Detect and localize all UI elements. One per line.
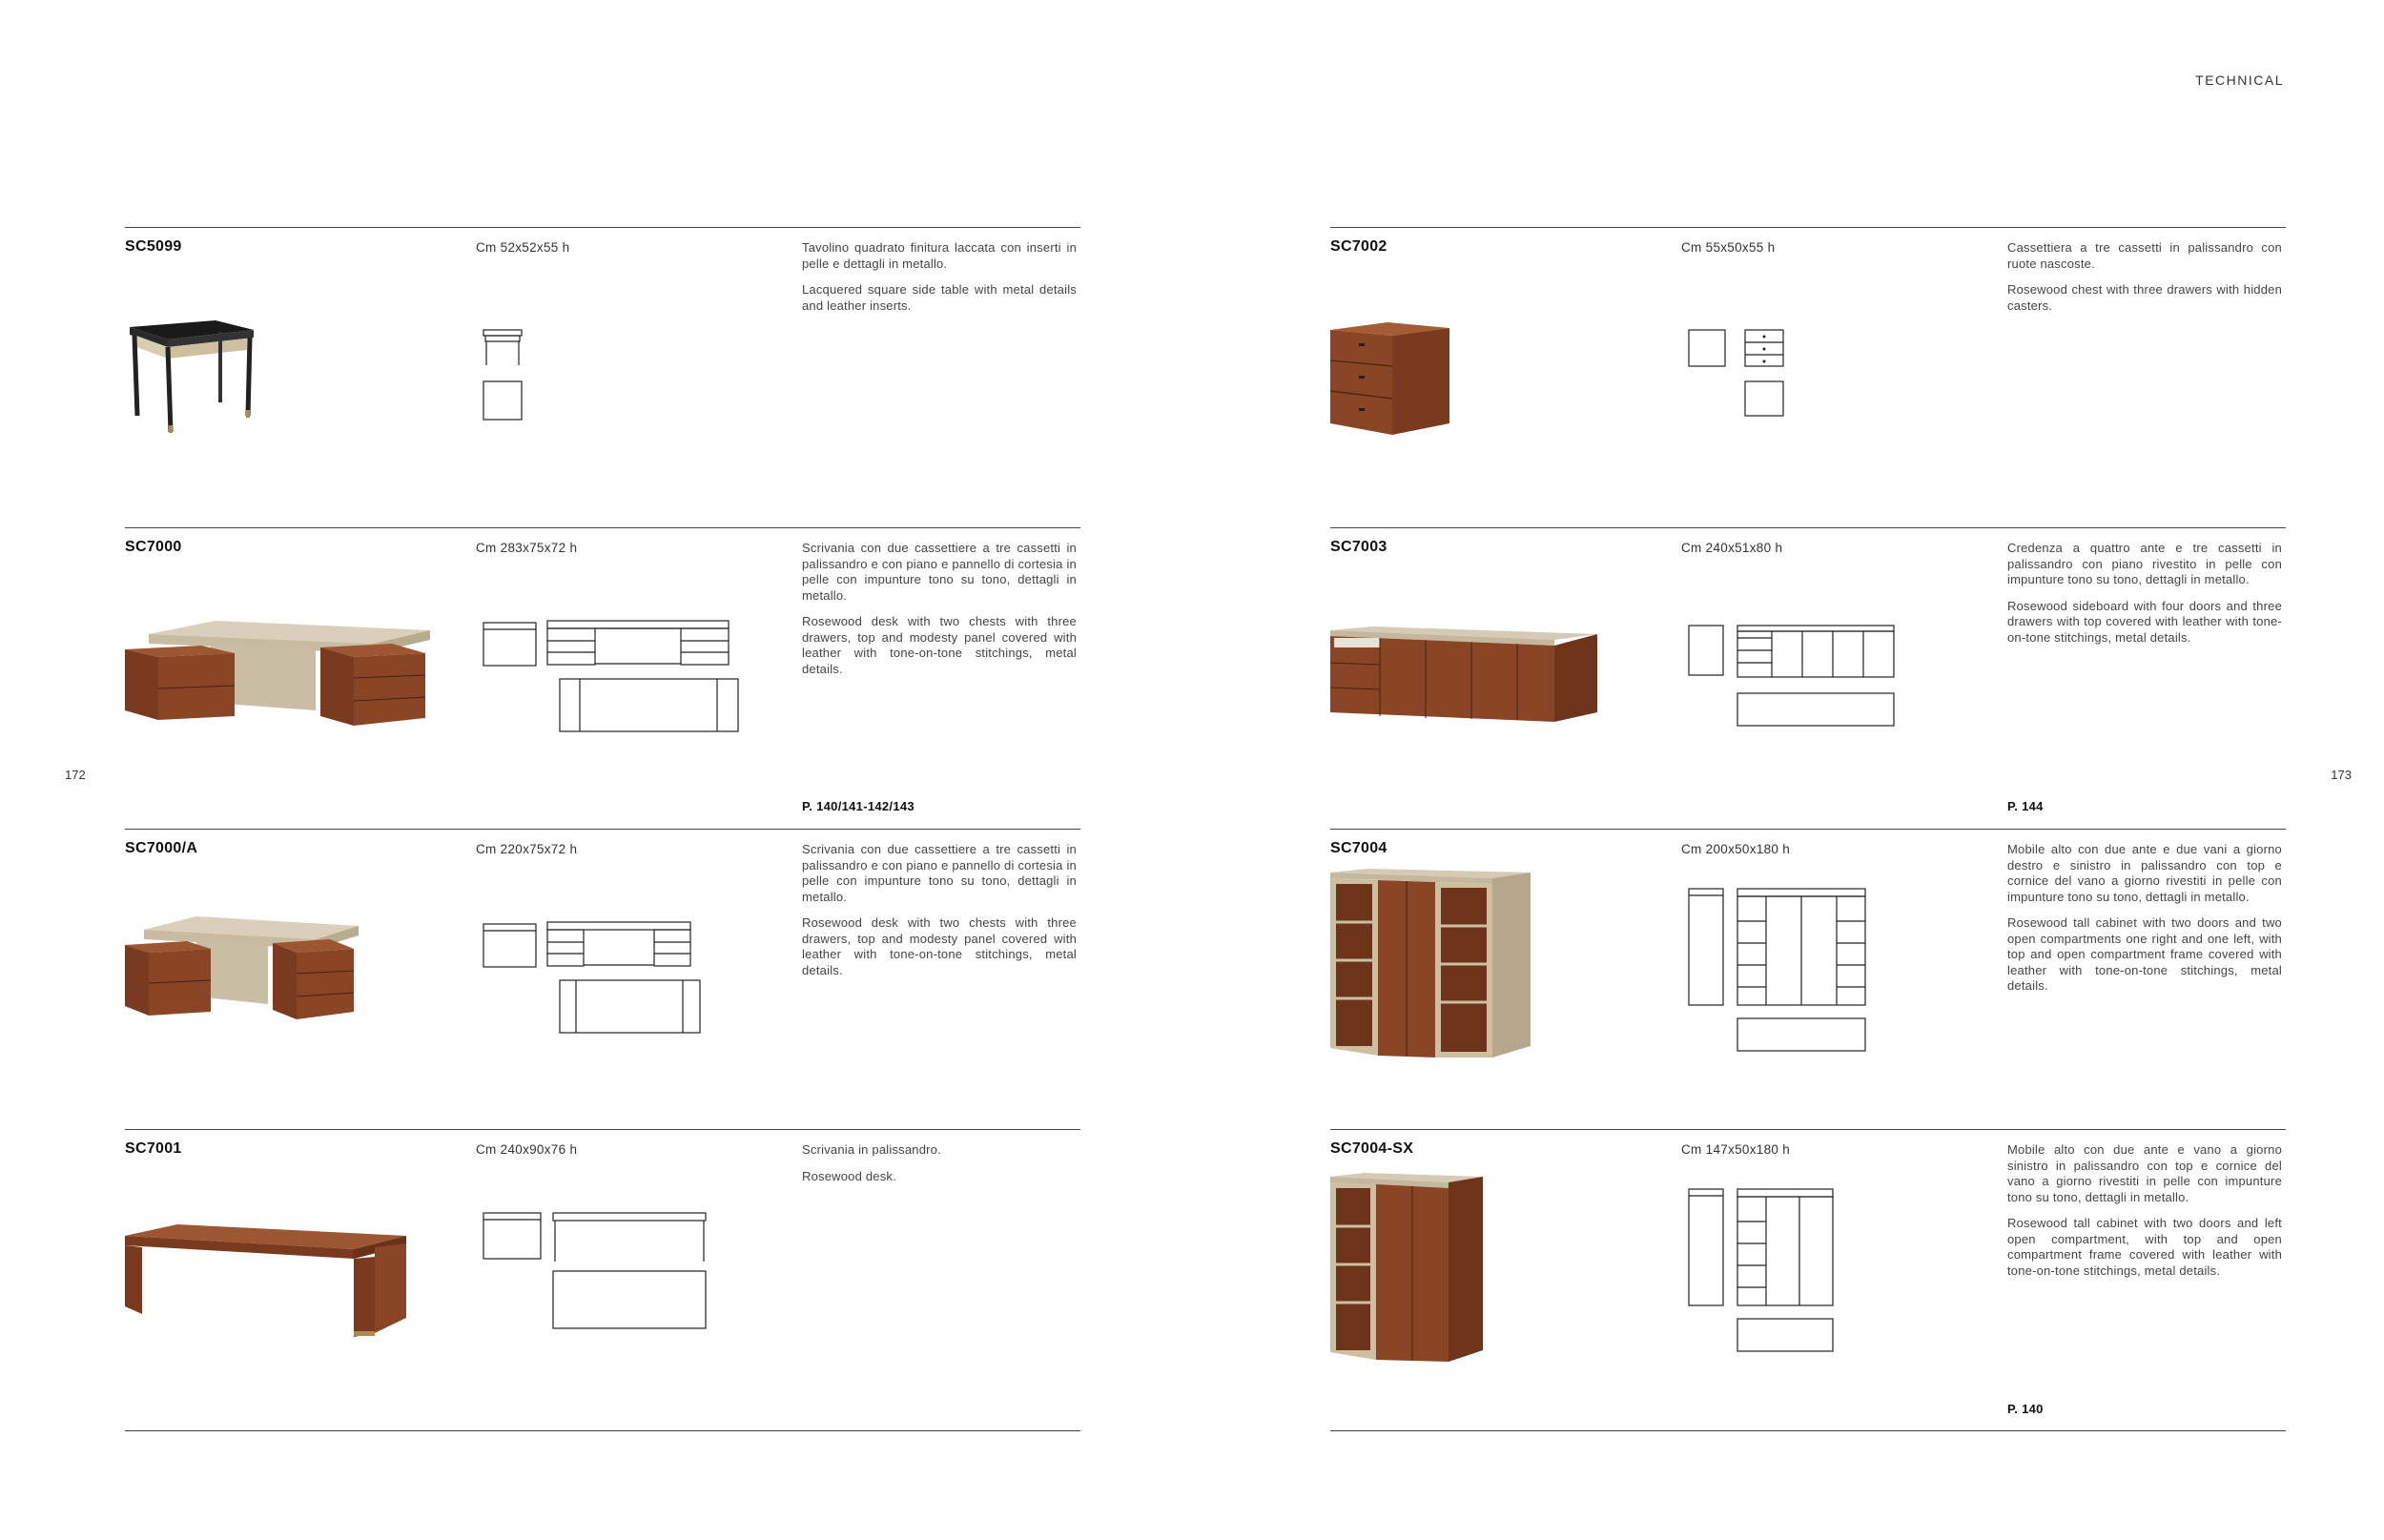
product-dimensions: Cm 52x52x55 h [476, 240, 570, 255]
divider [125, 227, 1080, 228]
description-italian: Tavolino quadrato finitura laccata con inserti in pelle e dettagli in metallo. [802, 240, 1077, 271]
technical-drawing [483, 921, 702, 1040]
divider [1330, 527, 2286, 528]
product-code: SC7004 [1330, 840, 1387, 856]
product-description [802, 240, 1077, 324]
product-dimensions: Cm 220x75x72 h [476, 842, 578, 856]
divider [1330, 227, 2286, 228]
product-entry [125, 831, 1079, 1117]
page-reference: P. 140 [2007, 1402, 2044, 1416]
product-photo [1330, 625, 1607, 749]
divider [1330, 1430, 2286, 1431]
technical-drawing [483, 1212, 721, 1331]
product-entry [1330, 529, 2284, 815]
product-entry [125, 529, 1079, 815]
description-english: Rosewood desk with two chests with three drawers, top and modesty panel covered with leather with tone-on-tone stitchings, metal details. [802, 614, 1077, 676]
product-entry [125, 1131, 1079, 1417]
divider [125, 1430, 1080, 1431]
technical-drawing [1688, 625, 1907, 734]
product-entry [1330, 831, 2284, 1117]
product-photo [1330, 1173, 1492, 1364]
product-code: SC7002 [1330, 238, 1387, 255]
description-italian: Mobile alto con due ante e vano a giorno sinistro in palissandro con top e cornice del vano a giorno rivestiti in pelle con impunture tono su tono, dettagli in metallo. [2007, 1142, 2282, 1204]
technical-drawing [483, 620, 740, 739]
divider [1330, 1129, 2286, 1130]
description-english: Rosewood desk with two chests with three drawers, top and modesty panel covered with leather with tone-on-tone stitchings, metal details. [802, 915, 1077, 977]
description-italian: Mobile alto con due ante e due vani a giorno destro e sinistro in palissandro con top e cornice del vano a giorno rivestiti in pelle con impunture tono su tono, dettagli in metallo. [2007, 842, 2282, 904]
product-description [802, 541, 1077, 688]
product-code: SC7004-SX [1330, 1140, 1414, 1157]
product-code: SC7000 [125, 539, 182, 555]
description-english: Lacquered square side table with metal details and leather inserts. [802, 282, 1077, 313]
product-dimensions: Cm 283x75x72 h [476, 541, 578, 555]
product-entry [1330, 1131, 2284, 1417]
page-reference: P. 140/141-142/143 [802, 799, 915, 813]
description-italian: Scrivania con due cassettiere a tre cassetti in palissandro e con piano e pannello di cortesia in pelle con impunture tono su tono, dettagli in metallo. [802, 541, 1077, 603]
divider [1330, 829, 2286, 830]
product-entry [125, 229, 1079, 515]
product-description [2007, 1142, 2282, 1289]
product-description [2007, 240, 2282, 324]
product-dimensions: Cm 240x90x76 h [476, 1142, 578, 1157]
technical-drawing [1688, 1188, 1840, 1360]
technical-drawing [1688, 329, 1802, 424]
product-code: SC7003 [1330, 539, 1387, 555]
product-photo [125, 615, 449, 758]
divider [125, 1129, 1080, 1130]
divider [125, 527, 1080, 528]
description-italian: Cassettiera a tre cassetti in palissandro con ruote nascoste. [2007, 240, 2282, 271]
page-reference: P. 144 [2007, 799, 2044, 813]
page-number-left: 172 [65, 768, 86, 782]
product-photo [125, 1219, 411, 1352]
product-dimensions: Cm 240x51x80 h [1681, 541, 1783, 555]
product-code: SC7000/A [125, 840, 198, 856]
product-dimensions: Cm 55x50x55 h [1681, 240, 1776, 255]
description-english: Rosewood tall cabinet with two doors and two open compartments one right and one left, with top and open compartment frame covered with leather with tone-on-tone stitchings, metal details. [2007, 915, 2282, 993]
product-entry [1330, 229, 2284, 515]
product-description [802, 1142, 1077, 1195]
product-photo [1330, 869, 1540, 1059]
description-italian: Credenza a quattro ante e tre cassetti in palissandro con piano rivestito in pelle con impunture tono su tono, dettagli in metallo. [2007, 541, 2282, 586]
description-english: Rosewood tall cabinet with two doors and left open compartment, with top and open compartment frame covered with leather with tone-on-tone stitchings, metal details. [2007, 1216, 2282, 1278]
divider [125, 829, 1080, 830]
product-photo [1330, 317, 1464, 450]
product-code: SC7001 [125, 1140, 182, 1157]
description-italian: Scrivania con due cassettiere a tre cassetti in palissandro e con piano e pannello di cortesia in pelle con impunture tono su tono, dettagli in metallo. [802, 842, 1077, 904]
page-number-right: 173 [2331, 768, 2352, 782]
section-title: TECHNICAL [2195, 72, 2284, 88]
product-dimensions: Cm 147x50x180 h [1681, 1142, 1791, 1157]
description-english: Rosewood chest with three drawers with hidden casters. [2007, 282, 2282, 313]
product-description [2007, 842, 2282, 1005]
product-photo [125, 909, 373, 1052]
product-description [802, 842, 1077, 989]
description-english: Rosewood desk. [802, 1168, 896, 1183]
product-photo [125, 313, 268, 456]
description-english: Rosewood sideboard with four doors and three drawers with top covered with leather with tone-on-tone stitchings, metal details. [2007, 598, 2282, 645]
product-dimensions: Cm 200x50x180 h [1681, 842, 1791, 856]
technical-drawing [1688, 888, 1869, 1059]
product-description [2007, 541, 2282, 656]
product-code: SC5099 [125, 238, 182, 255]
technical-drawing [483, 329, 540, 424]
description-italian: Scrivania in palissandro. [802, 1142, 941, 1157]
